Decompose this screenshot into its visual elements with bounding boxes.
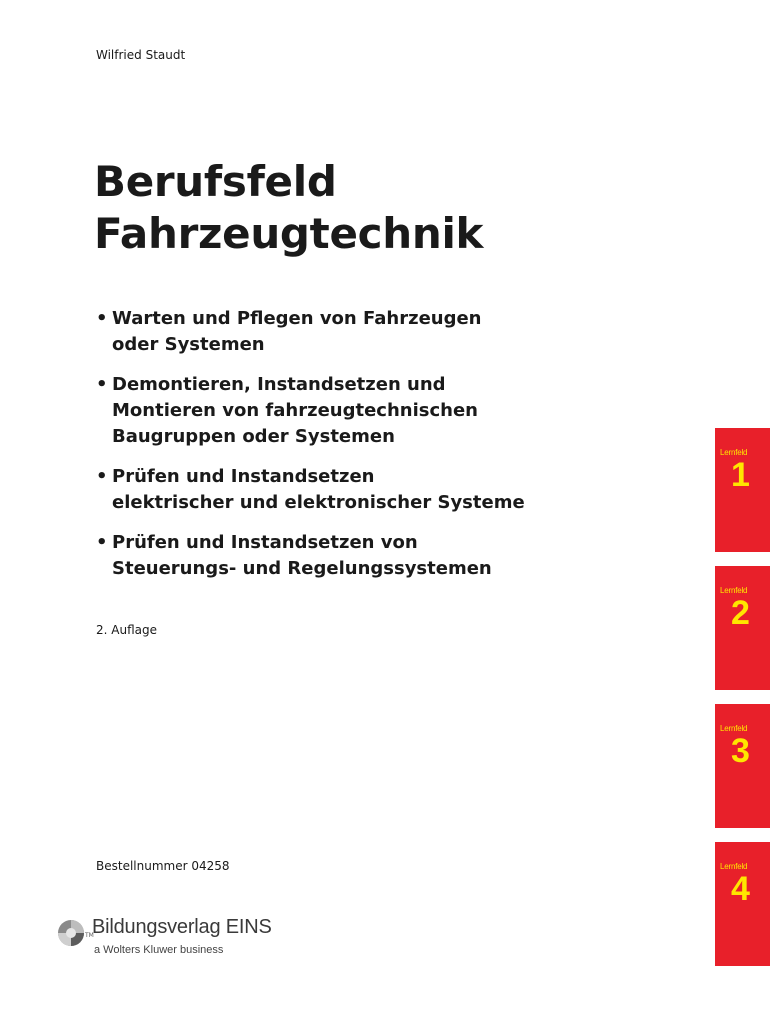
topic-line: Steuerungs- und Regelungssystemen [112,558,492,579]
publisher-name: Bildungsverlag EINS [92,916,272,938]
lernfeld-tab-4 [715,842,770,966]
tab-number: 2 [731,594,750,632]
topic-line: Baugruppen oder Systemen [112,426,395,447]
title-line-2: Fahrzeugtechnik [94,209,484,258]
publisher-tagline: a Wolters Kluwer business [94,944,224,956]
bullet-icon: • [96,466,108,487]
topic-item [96,530,566,582]
tab-label: Lernfeld [720,724,748,733]
lernfeld-tab-3 [715,704,770,828]
book-title [94,156,483,260]
author-name: Wilfried Staudt [96,48,186,62]
tab-label: Lernfeld [720,586,748,595]
bullet-icon: • [96,532,108,553]
topic-item [96,306,566,358]
tab-number: 3 [731,732,750,770]
topic-line: oder Systemen [112,334,265,355]
sphere-logo-icon [56,918,86,948]
order-number: Bestellnummer 04258 [96,859,230,873]
publisher-logo [56,916,316,966]
tab-label: Lernfeld [720,448,748,457]
edition-label: 2. Auflage [96,623,157,637]
topic-item [96,464,566,516]
title-line-1: Berufsfeld [94,157,337,206]
tab-label: Lernfeld [720,862,748,871]
topic-item [96,372,566,450]
topic-line: Prüfen und Instandsetzen von [112,532,418,553]
topic-line: Prüfen und Instandsetzen [112,466,375,487]
bullet-icon: • [96,374,108,395]
topic-list [96,306,566,596]
topic-line: Montieren von fahrzeugtechnischen [112,400,478,421]
topic-line: Warten und Pflegen von Fahrzeugen [112,308,482,329]
topic-line: Demontieren, Instandsetzen und [112,374,446,395]
trademark-mark: TM [85,932,94,939]
bullet-icon: • [96,308,108,329]
lernfeld-tab-1 [715,428,770,552]
tab-number: 4 [731,870,750,908]
lernfeld-tab-2 [715,566,770,690]
tab-number: 1 [731,456,750,494]
topic-line: elektrischer und elektronischer Systeme [112,492,525,513]
